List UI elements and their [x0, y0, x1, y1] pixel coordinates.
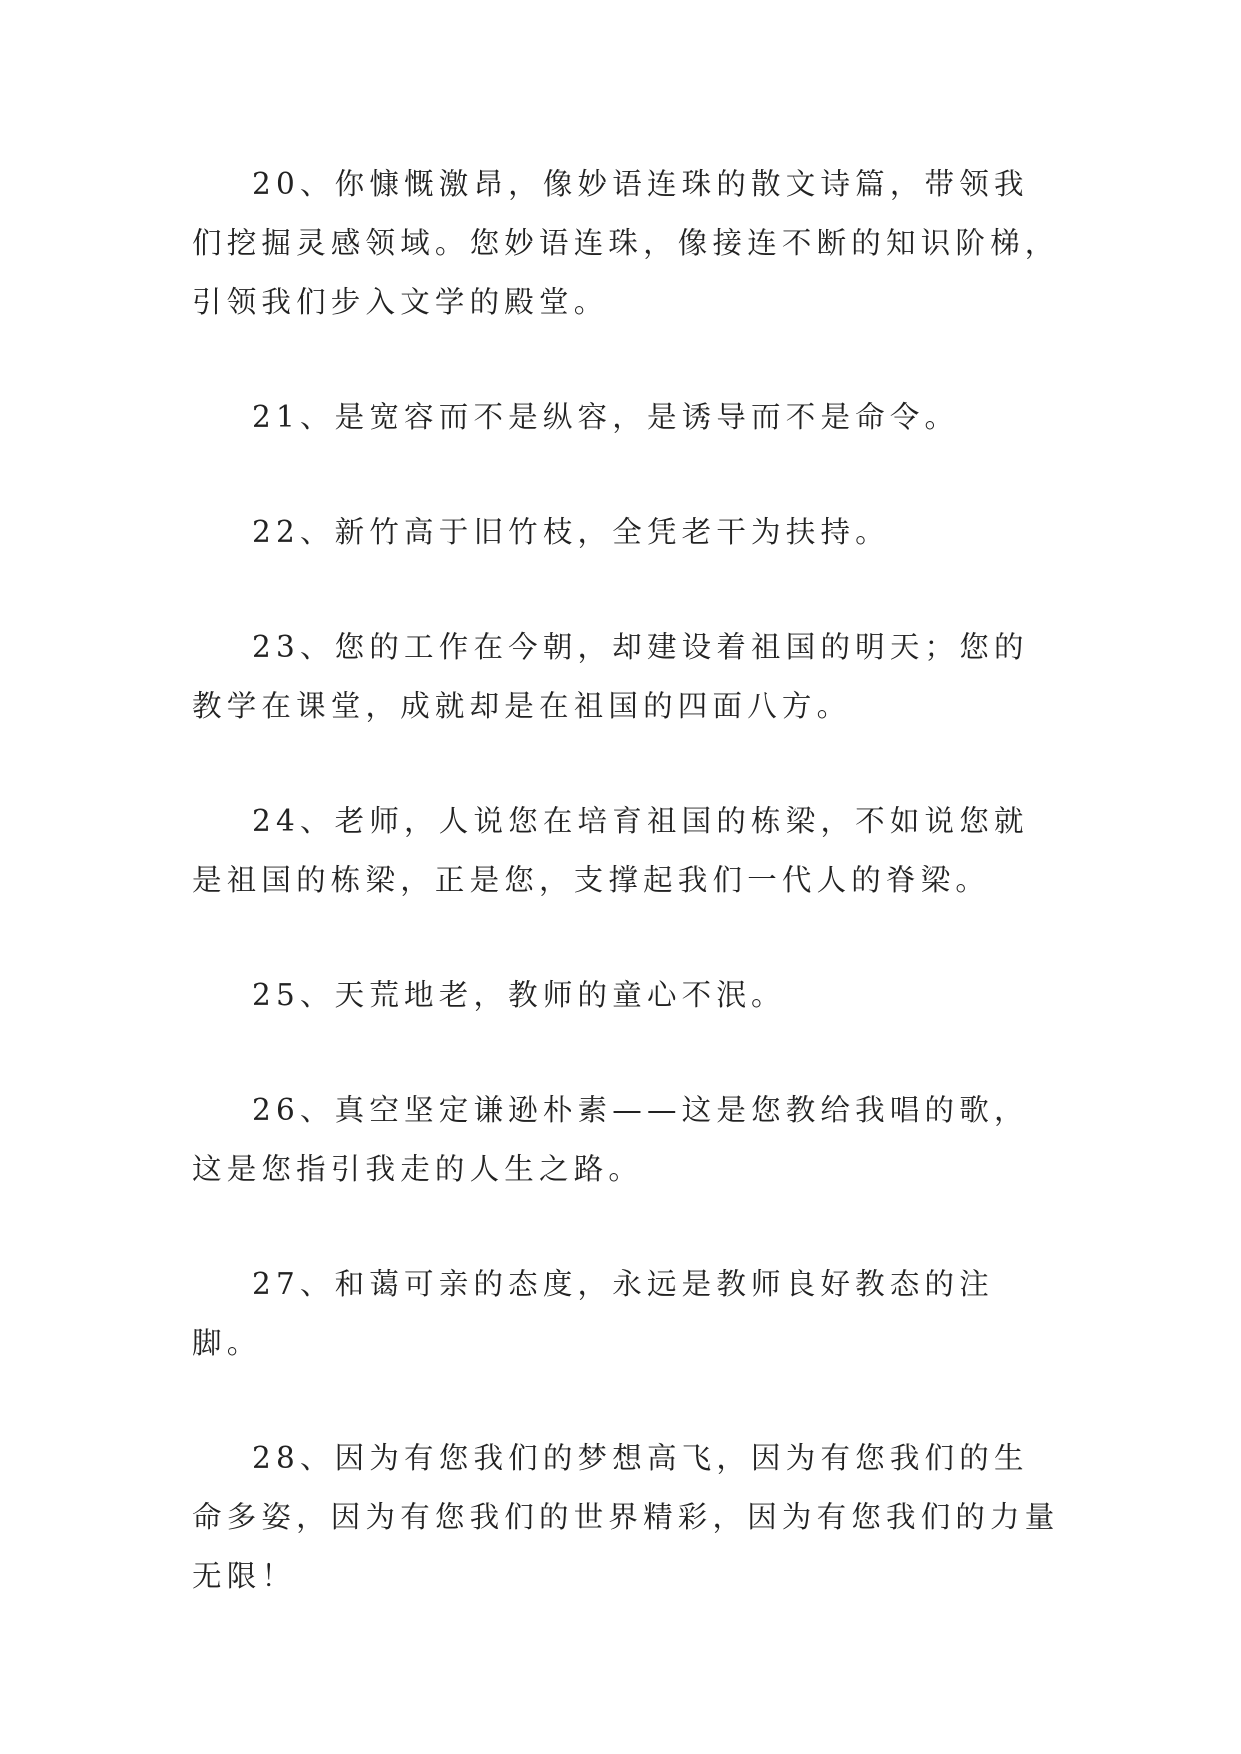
paragraph-23: 23、您的工作在今朝，却建设着祖国的明天；您的教学在课堂，成就却是在祖国的四面八方。 [192, 630, 1029, 723]
paragraph-20: 20、你慷慨激昂，像妙语连珠的散文诗篇，带领我们挖掘灵感领域。您妙语连珠，像接连不断的知识阶梯，引领我们步入文学的殿堂。 [192, 167, 1060, 319]
paragraph-25: 25、天荒地老，教师的童心不泯。 [252, 978, 786, 1012]
paragraph-22: 22、新竹高于旧竹枝，全凭老干为扶持。 [252, 515, 890, 549]
paragraph-26: 26、真空坚定谦逊朴素——这是您教给我唱的歌，这是您指引我走的人生之路。 [192, 1093, 1029, 1186]
paragraph-21: 21、是宽容而不是纵容，是诱导而不是命令。 [252, 400, 960, 434]
paragraph-28: 28、因为有您我们的梦想高飞，因为有您我们的生命多姿，因为有您我们的世界精彩，因为有您我们的力量无限！ [192, 1441, 1060, 1593]
paragraph-27: 27、和蔼可亲的态度，永远是教师良好教态的注脚。 [192, 1267, 994, 1360]
document-body [192, 155, 1062, 1662]
paragraph-24: 24、老师，人说您在培育祖国的栋梁，不如说您就是祖国的栋梁，正是您，支撑起我们一代人的脊梁。 [192, 804, 1029, 897]
